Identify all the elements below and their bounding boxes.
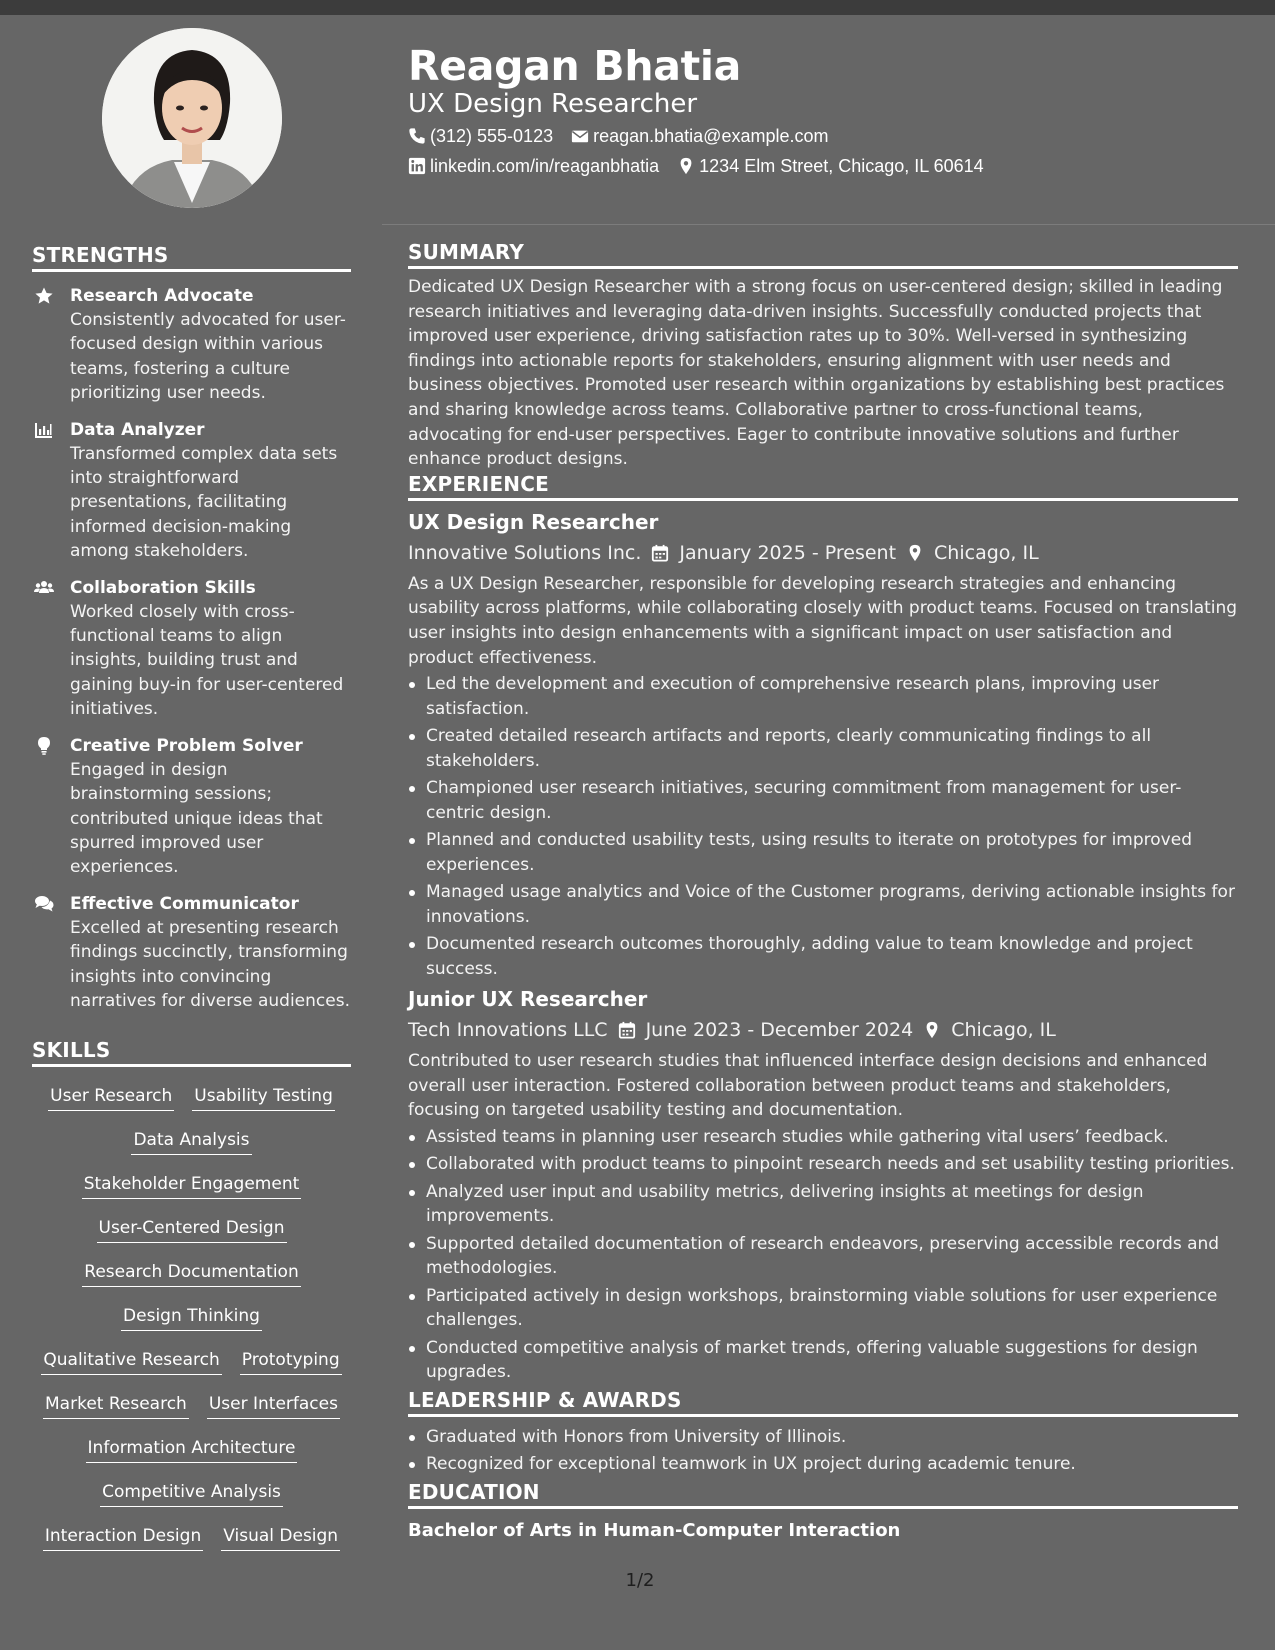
strength-description: Engaged in design brainstorming sessions; contributed unique ideas that spurred improved user experiences. — [70, 759, 323, 878]
strength-item — [32, 284, 351, 406]
strengths-heading: STRENGTHS — [32, 243, 351, 272]
bullet-item: Managed usage analytics and Voice of the Customer programs, deriving actionable insights for innovations. — [408, 880, 1238, 929]
email-contact[interactable] — [571, 122, 828, 150]
bullet-item: Participated actively in design workshops, brainstorming viable solutions for user experience challenges. — [408, 1284, 1238, 1333]
strength-title: Creative Problem Solver — [70, 735, 303, 756]
degree-title: Bachelor of Arts in Human-Computer Interaction — [408, 1519, 901, 1541]
phone-number: (312) 555-0123 — [430, 126, 554, 146]
skill-tag: Usability Testing — [192, 1084, 335, 1111]
skill-tag: Information Architecture — [86, 1436, 298, 1463]
strength-title: Collaboration Skills — [70, 577, 256, 598]
linkedin-url: linkedin.com/in/reaganbhatia — [430, 156, 660, 176]
bullet-item: Supported detailed documentation of research endeavors, preserving accessible records and methodologies. — [408, 1232, 1238, 1281]
bullet-item: Planned and conducted usability tests, using results to iterate on prototypes for improved experiences. — [408, 828, 1238, 877]
bullet-item: Recognized for exceptional teamwork in UX project during academic tenure. — [408, 1452, 1238, 1477]
bullet-item: Analyzed user input and usability metrics, delivering insights at meetings for design improvements. — [408, 1180, 1238, 1229]
job-title: Junior UX Researcher — [408, 987, 648, 1012]
street-address: 1234 Elm Street, Chicago, IL 60614 — [699, 156, 984, 176]
job-location: Chicago, IL — [934, 541, 1039, 564]
phone-icon — [408, 127, 426, 145]
experience-heading: EXPERIENCE — [408, 472, 1238, 501]
map-pin-icon — [677, 157, 695, 175]
company-name: Tech Innovations LLC — [408, 1019, 608, 1042]
bullet-item: Created detailed research artifacts and reports, clearly communicating findings to all stakeholders. — [408, 724, 1238, 773]
phone-contact[interactable] — [408, 122, 553, 150]
strength-item — [32, 576, 351, 722]
calendar-icon — [618, 1021, 636, 1039]
bar-chart-icon — [32, 418, 70, 564]
job-description: Contributed to user research studies that influenced interface design decisions and enhanced overall user interaction. Fostered collaboration between product teams and stakeholders, focusing on targeted usability testing and documentation. — [408, 1051, 1208, 1121]
skills-section — [32, 1038, 351, 1551]
skill-tag: User Interfaces — [207, 1392, 340, 1419]
lightbulb-icon — [32, 734, 70, 880]
strength-item — [32, 418, 351, 564]
bullet-item: Collaborated with product teams to pinpoint research needs and set usability testing priorities. — [408, 1152, 1238, 1177]
job-dates: June 2023 - December 2024 — [645, 1019, 914, 1042]
strength-title: Effective Communicator — [70, 893, 299, 914]
comments-icon — [32, 892, 70, 1014]
strength-description: Worked closely with cross-functional teams to align insights, building trust and gaining buy-in for user-centered initiatives. — [70, 601, 344, 720]
skill-tag: Data Analysis — [131, 1128, 251, 1155]
page-indicator: 1/2 — [625, 1570, 655, 1591]
bullet-item: Documented research outcomes thoroughly, adding value to team knowledge and project success. — [408, 932, 1238, 981]
leadership-list — [408, 1425, 1238, 1477]
envelope-icon — [571, 127, 589, 145]
email-address: reagan.bhatia@example.com — [593, 126, 829, 146]
job-bullets — [408, 1125, 1238, 1385]
linkedin-icon — [408, 157, 426, 175]
skill-tag: Design Thinking — [121, 1304, 262, 1331]
company-name: Innovative Solutions Inc. — [408, 541, 642, 564]
bullet-item: Conducted competitive analysis of market trends, offering valuable suggestions for design upgrades. — [408, 1336, 1238, 1385]
skill-tag: Qualitative Research — [41, 1348, 221, 1375]
job-description: As a UX Design Researcher, responsible for developing research strategies and enhancing usability across platforms, while collaborating closely with product teams. Focused on translating user insights into design enhancements with a significant impact on user satisfaction and product effectiveness. — [408, 573, 1238, 668]
job-entry — [408, 985, 1238, 1385]
job-dates: January 2025 - Present — [679, 541, 897, 564]
map-pin-icon — [906, 544, 924, 562]
job-title: UX Design Researcher — [408, 509, 659, 534]
bullet-item: Assisted teams in planning user research studies while gathering vital users’ feedback. — [408, 1125, 1238, 1150]
bullet-item: Graduated with Honors from University of Illinois. — [408, 1425, 1238, 1450]
skill-tag: Market Research — [43, 1392, 189, 1419]
strength-item — [32, 892, 351, 1014]
candidate-name: Reagan Bhatia — [408, 42, 742, 90]
leadership-heading: LEADERSHIP & AWARDS — [408, 1388, 1238, 1417]
strengths-section — [32, 243, 351, 1013]
job-entry — [408, 508, 1238, 981]
star-icon — [32, 284, 70, 406]
skill-tag: Research Documentation — [82, 1260, 300, 1287]
skill-tag: User-Centered Design — [97, 1216, 287, 1243]
skills-heading: SKILLS — [32, 1038, 351, 1067]
skill-tag: Prototyping — [240, 1348, 342, 1375]
strength-item — [32, 734, 351, 880]
resume-header — [408, 40, 1238, 180]
skill-tag: Interaction Design — [43, 1524, 203, 1551]
strength-description: Consistently advocated for user-focused design within various teams, fostering a culture prioritizing user needs. — [70, 310, 346, 404]
summary-heading: SUMMARY — [408, 240, 1238, 269]
linkedin-contact[interactable] — [408, 152, 659, 180]
job-location: Chicago, IL — [951, 1019, 1056, 1042]
bullet-item: Led the development and execution of comprehensive research plans, improving user satisfaction. — [408, 672, 1238, 721]
strength-description: Transformed complex data sets into straightforward presentations, facilitating informed decision-making among stakeholders. — [70, 443, 338, 562]
strength-title: Research Advocate — [70, 286, 254, 306]
skill-tag: Stakeholder Engagement — [82, 1172, 302, 1199]
bullet-item: Championed user research initiatives, securing commitment from management for user-centric design. — [408, 776, 1238, 825]
header-divider — [382, 224, 1275, 225]
strength-title: Data Analyzer — [70, 419, 205, 440]
main-content — [408, 240, 1238, 1544]
map-pin-icon — [923, 1021, 941, 1039]
users-icon — [32, 576, 70, 722]
address-contact — [677, 152, 984, 180]
top-bar — [0, 0, 1275, 15]
skill-tag: Competitive Analysis — [100, 1480, 283, 1507]
education-heading: EDUCATION — [408, 1480, 1238, 1509]
calendar-icon — [651, 544, 669, 562]
profile-photo — [102, 28, 282, 208]
strength-description: Excelled at presenting research findings succinctly, transforming insights into convincing narratives for diverse audiences. — [70, 917, 350, 1011]
skill-tag: Visual Design — [221, 1524, 340, 1551]
candidate-role: UX Design Researcher — [408, 89, 698, 119]
job-bullets — [408, 672, 1238, 981]
summary-text: Dedicated UX Design Researcher with a strong focus on user-centered design; skilled in leading research initiatives and leveraging data-driven insights. Successfully conducted projects that improved user experience, driving satisfaction rates up to 30%. Well-versed in synthesizing findings into actionable reports for stakeholders, ensuring alignment with user needs and business objectives. Promoted user research within organizations by establishing best practices and sharing knowledge across teams. Collaborative partner to cross-functional teams, advocating for end-user perspectives. Eager to contribute innovative solutions and further enhance product designs. — [408, 277, 1225, 470]
skill-tag: User Research — [48, 1084, 174, 1111]
